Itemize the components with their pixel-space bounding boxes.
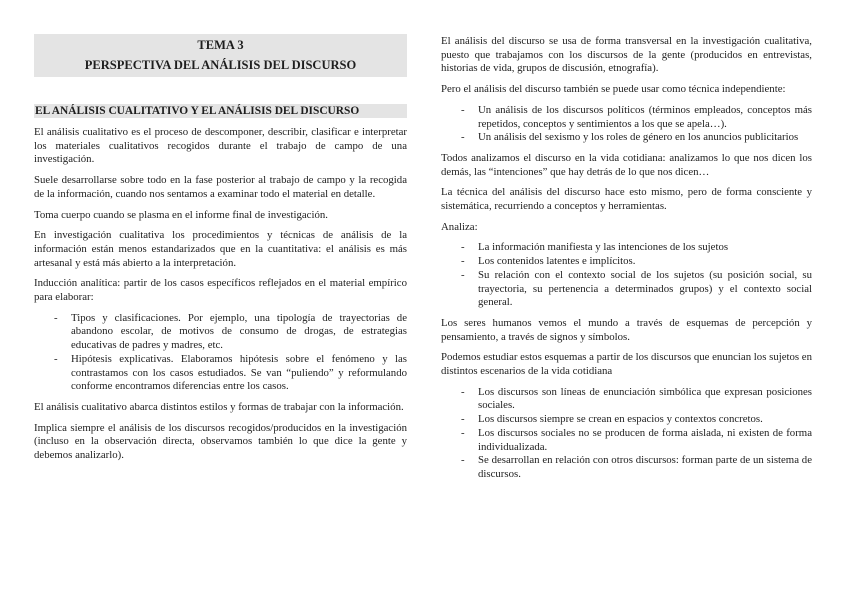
paragraph: Implica siempre el análisis de los discursos recogidos/producidos en la investigación (incluso en la observación directa, observamos también lo que dice la gente y debemos analizarlo).: [34, 421, 407, 462]
list-item-text: Tipos y clasificaciones. Por ejemplo, una tipología de trayectorias de abandono escolar, de motivos de consumo de drogas, de estrategias educativas de padres y madres, etc.: [71, 311, 407, 352]
list-item: [441, 427, 812, 454]
dash-marker: -: [461, 426, 465, 439]
paragraph: Inducción analítica: partir de los casos específicos reflejados en el material empírico para elaborar:: [34, 277, 407, 304]
paragraph: El análisis cualitativo abarca distintos estilos y formas de trabajar con la información.: [34, 400, 404, 413]
paragraph: Pero el análisis del discurso también se puede usar como técnica independiente:: [441, 83, 786, 96]
dash-marker: -: [461, 131, 465, 144]
list-item: [441, 454, 812, 481]
dash-list: [441, 241, 812, 310]
list-item-text: Los discursos son líneas de enunciación simbólica que expresan posiciones sociales.: [478, 385, 812, 412]
dash-marker: -: [461, 255, 465, 268]
list-item-text: Su relación con el contexto social de los sujetos (su posición social, su trayectoria, su pertenencia a determinados grupos) y el contexto social general.: [478, 268, 812, 309]
paragraph: La técnica del análisis del discurso hace esto mismo, pero de forma consciente y sistemática, recurriendo a conceptos y herramientas.: [441, 186, 812, 213]
dash-list: [441, 104, 812, 145]
list-item-text: Los discursos siempre se crean en espacios y contextos concretos.: [478, 413, 763, 426]
list-item-text: Los contenidos latentes e implícitos.: [478, 255, 636, 268]
paragraph: Los seres humanos vemos el mundo a través de esquemas de percepción y pensamiento, a través de signos y símbolos.: [441, 316, 812, 343]
dash-marker: -: [461, 385, 465, 398]
list-item-text: Los discursos sociales no se producen de forma aislada, ni existen de forma individualizada.: [478, 426, 812, 453]
dash-list: [441, 386, 812, 482]
dash-marker: -: [54, 352, 58, 365]
paragraph: Analiza:: [441, 220, 478, 233]
topic-title: PERSPECTIVA DEL ANÁLISIS DEL DISCURSO: [84, 58, 357, 72]
dash-marker: -: [461, 454, 465, 467]
paragraph: Todos analizamos el discurso en la vida cotidiana: analizamos lo que nos dicen los demás, las “intenciones” que hay detrás de lo que nos dicen…: [441, 151, 812, 178]
dash-list: [34, 312, 407, 394]
topic-title-box: [34, 34, 407, 77]
topic-number: TEMA 3: [197, 38, 244, 52]
section-heading: EL ANÁLISIS CUALITATIVO Y EL ANÁLISIS DEL DISCURSO: [34, 104, 407, 118]
list-item: [441, 413, 812, 427]
paragraph: Toma cuerpo cuando se plasma en el informe final de investigación.: [34, 208, 328, 221]
list-item: [441, 241, 812, 255]
dash-marker: -: [54, 311, 58, 324]
list-item: [441, 104, 812, 131]
paragraph: Podemos estudiar estos esquemas a partir de los discursos que enuncian los sujetos en distintos escenarios de la vida cotidiana: [441, 351, 812, 378]
list-item-text: Un análisis de los discursos políticos (términos empleados, conceptos más repetidos, conceptos y sentimientos a los que se apela…).: [478, 103, 812, 130]
dash-marker: -: [461, 413, 465, 426]
list-item: [441, 255, 812, 269]
paragraph: En investigación cualitativa los procedimientos y técnicas de análisis de la información están menos estandarizados que en la cuantitativa: el análisis es más artesanal y está más abierto a la interpretación.: [34, 229, 407, 269]
list-item: [441, 131, 812, 145]
paragraph: El análisis cualitativo es el proceso de descomponer, describir, clasificar e interpretar los materiales cualitativos recogidos durante el trabajo de campo de una investigación.: [34, 126, 407, 166]
list-item: [34, 353, 407, 394]
right-column: [441, 35, 812, 489]
dash-marker: -: [461, 268, 465, 281]
list-item-text: Hipótesis explicativas. Elaboramos hipótesis sobre el fenómeno y las contrastamos con los casos estudiados. Se van “puliendo” y reformulando conforme encontramos diferencias entre los casos.: [71, 352, 407, 393]
paragraph: Suele desarrollarse sobre todo en la fase posterior al trabajo de campo y la recogida de la información, cuando nos sentamos a examinar todo el material en detalle.: [34, 174, 407, 200]
dash-marker: -: [461, 241, 465, 254]
list-item: [34, 312, 407, 353]
paragraph: El análisis del discurso se usa de forma transversal en la investigación cualitativa, puesto que trabajamos con los discursos de la gente (producidos en entrevistas, historias de vida, grupos de discusión, etnografía).: [441, 35, 812, 75]
list-item-text: Un análisis del sexismo y los roles de género en los anuncios publicitarios: [478, 131, 799, 144]
list-item-text: La información manifiesta y las intenciones de los sujetos: [478, 241, 729, 254]
list-item-text: Se desarrollan en relación con otros discursos: forman parte de un sistema de discursos.: [478, 454, 812, 480]
list-item: [441, 386, 812, 413]
dash-marker: -: [461, 103, 465, 116]
list-item: [441, 269, 812, 310]
left-column: [34, 34, 407, 470]
